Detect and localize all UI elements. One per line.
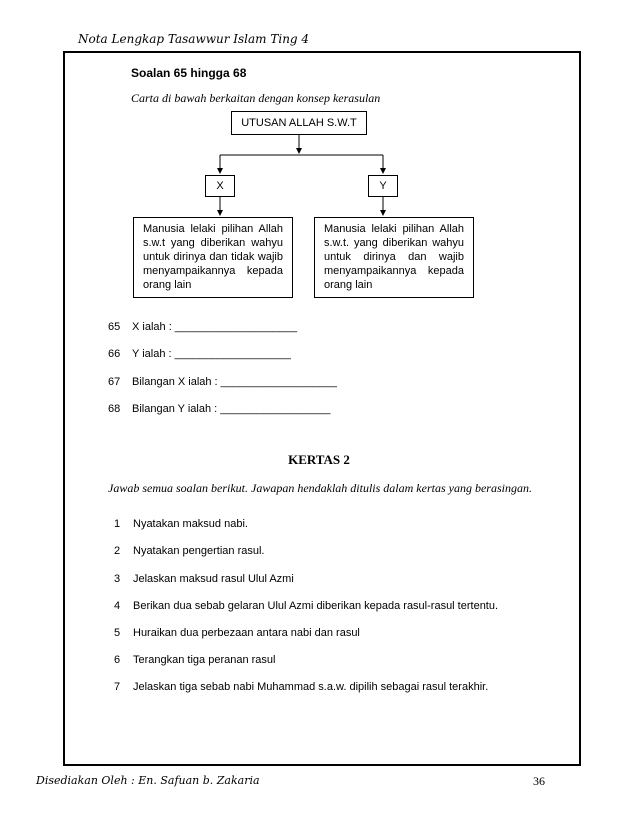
item-number: 6 — [114, 654, 121, 666]
item-text: Berikan dua sebab gelaran Ulul Azmi diberikan kepada rasul-rasul tertentu. — [133, 600, 499, 612]
question-text: Bilangan Y ialah : __________________ — [132, 403, 331, 415]
item-text: Nyatakan maksud nabi. — [133, 518, 248, 530]
diagram-root-box: UTUSAN ALLAH S.W.T — [231, 111, 367, 135]
question-number: 68 — [108, 403, 121, 415]
footer-author: Disediakan Oleh : En. Safuan b. Zakaria — [36, 774, 260, 787]
item-text: Huraikan dua perbezaan antara nabi dan rasul — [133, 627, 360, 639]
item-number: 5 — [114, 627, 121, 639]
question-text: Y ialah : ___________________ — [132, 348, 291, 360]
question-number: 66 — [108, 348, 121, 360]
section-intro: Carta di bawah berkaitan dengan konsep kerasulan — [131, 91, 381, 105]
question-text: X ialah : ____________________ — [132, 321, 298, 333]
item-number: 1 — [114, 518, 121, 530]
question-number: 67 — [108, 376, 121, 388]
item-text: Jelaskan tiga sebab nabi Muhammad s.a.w. dipilih sebagai rasul terakhir. — [133, 681, 489, 693]
kertas-2-instruction: Jawab semua soalan berikut. Jawapan hendaklah ditulis dalam kertas yang berasingan. — [108, 481, 532, 495]
diagram-x-description: Manusia lelaki pilihan Allah s.w.t yang diberikan wahyu untuk dirinya dan tidak wajib menyampaikannya kepada orang lain — [133, 217, 293, 298]
question-text: Bilangan X ialah : ___________________ — [132, 376, 337, 388]
page-number: 36 — [533, 774, 545, 788]
question-number: 65 — [108, 321, 121, 333]
item-number: 3 — [114, 573, 121, 585]
page-header-title: Nota Lengkap Tasawwur Islam Ting 4 — [78, 32, 310, 46]
item-text: Nyatakan pengertian rasul. — [133, 545, 265, 557]
item-number: 2 — [114, 545, 121, 557]
item-text: Jelaskan maksud rasul Ulul Azmi — [133, 573, 294, 585]
item-number: 4 — [114, 600, 121, 612]
diagram-y-box: Y — [368, 175, 398, 197]
item-text: Terangkan tiga peranan rasul — [133, 654, 276, 666]
diagram-y-description: Manusia lelaki pilihan Allah s.w.t. yang diberikan wahyu untuk dirinya dan wajib menyampaikannya kepada orang lain — [314, 217, 474, 298]
kertas-2-title: KERTAS 2 — [288, 452, 350, 467]
item-number: 7 — [114, 681, 121, 693]
diagram-x-box: X — [205, 175, 235, 197]
section-title: Soalan 65 hingga 68 — [131, 66, 247, 80]
